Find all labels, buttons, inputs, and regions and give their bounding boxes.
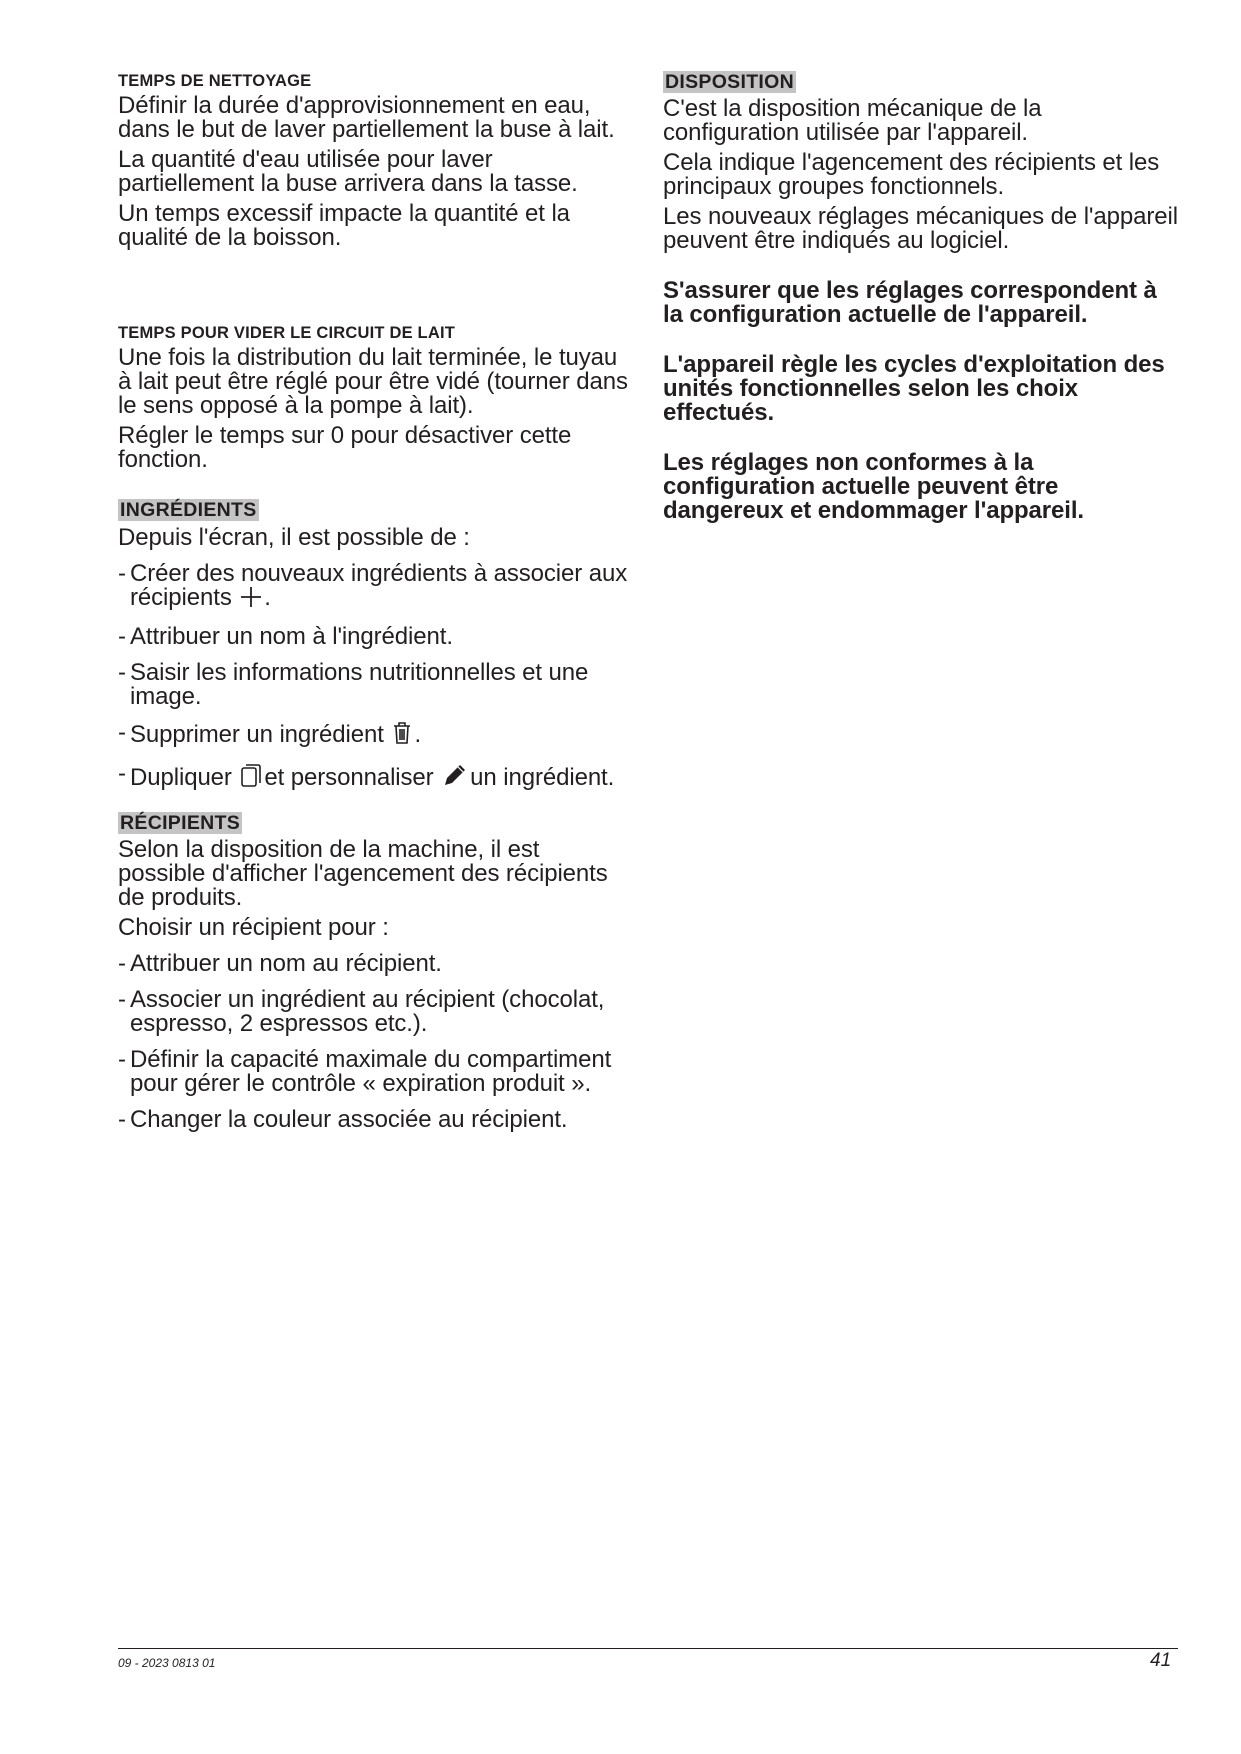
paragraph: Régler le temps sur 0 pour désactiver cette fonction. [118,422,572,474]
containers-list [118,952,628,1132]
warning-text: Les réglages non conformes à la configuration actuelle peuvent être dangereux et endommager l'appareil. [663,449,1085,525]
section-title-milk-circuit: TEMPS POUR VIDER LE CIRCUIT DE LAIT [118,324,456,343]
warning-text: S'assurer que les réglages correspondent à la configuration actuelle de l'appareil. [663,277,1157,329]
left-column [118,72,628,1144]
paragraph: Une fois la distribution du lait terminée, le tuyau à lait peut être réglé pour être vidé (tourner dans le sens opposé à la pompe à lait). [118,344,628,420]
list-item: - Attribuer un nom au récipient. [118,950,442,978]
trash-icon [392,721,412,750]
list-item: - Dupliquer et personnaliser un ingrédient. [118,759,615,791]
section-title-ingredients: INGRÉDIENTS [120,499,257,522]
list-item: - Associer un ingrédient au récipient (chocolat, espresso, 2 espressos etc.). [118,986,605,1038]
paragraph: Cela indique l'agencement des récipients et les principaux groupes fonctionnels. [663,149,1160,201]
paragraph: Définir la durée d'approvisionnement en eau, dans le but de laver partiellement la buse à lait. [118,92,615,144]
footer-divider [118,1648,1178,1649]
paragraph: La quantité d'eau utilisée pour laver partiellement la buse arrivera dans la tasse. [118,146,578,198]
right-column [663,72,1178,549]
section-title-containers: RÉCIPIENTS [120,811,241,834]
paragraph: Les nouveaux réglages mécaniques de l'appareil peuvent être indiqués au logiciel. [663,203,1178,255]
list-item: - Supprimer un ingrédient . [118,718,422,748]
page-number: 41 [1150,1650,1172,1671]
section-title-cleaning-time: TEMPS DE NETTOYAGE [118,72,312,90]
document-code: 09 - 2023 0813 01 [118,1656,216,1670]
paragraph: C'est la disposition mécanique de la configuration utilisée par l'appareil. [663,95,1042,147]
list-item: - Définir la capacité maximale du compartiment pour gérer le contrôle « expiration produit ». [118,1046,612,1098]
pencil-icon [442,762,468,793]
warning-text: L'appareil règle les cycles d'exploitation des unités fonctionnelles selon les choix effectués. [663,351,1165,427]
list-item: - Créer des nouveaux ingrédients à associer aux récipients . [118,559,628,611]
paragraph: Depuis l'écran, il est possible de : [118,523,470,551]
list-item: - Changer la couleur associée au récipient. [118,1106,568,1134]
list-item: - Attribuer un nom à l'ingrédient. [118,622,453,650]
plus-icon [240,586,262,613]
ingredients-list [118,559,628,793]
section-title-layout: DISPOSITION [665,71,794,93]
list-item: - Saisir les informations nutritionnelles et une image. [118,658,589,710]
duplicate-icon [240,762,262,793]
paragraph: Un temps excessif impacte la quantité et la qualité de la boisson. [118,200,570,252]
paragraph: Selon la disposition de la machine, il est possible d'afficher l'agencement des récipients de produits. [118,836,608,912]
paragraph: Choisir un récipient pour : [118,914,389,942]
